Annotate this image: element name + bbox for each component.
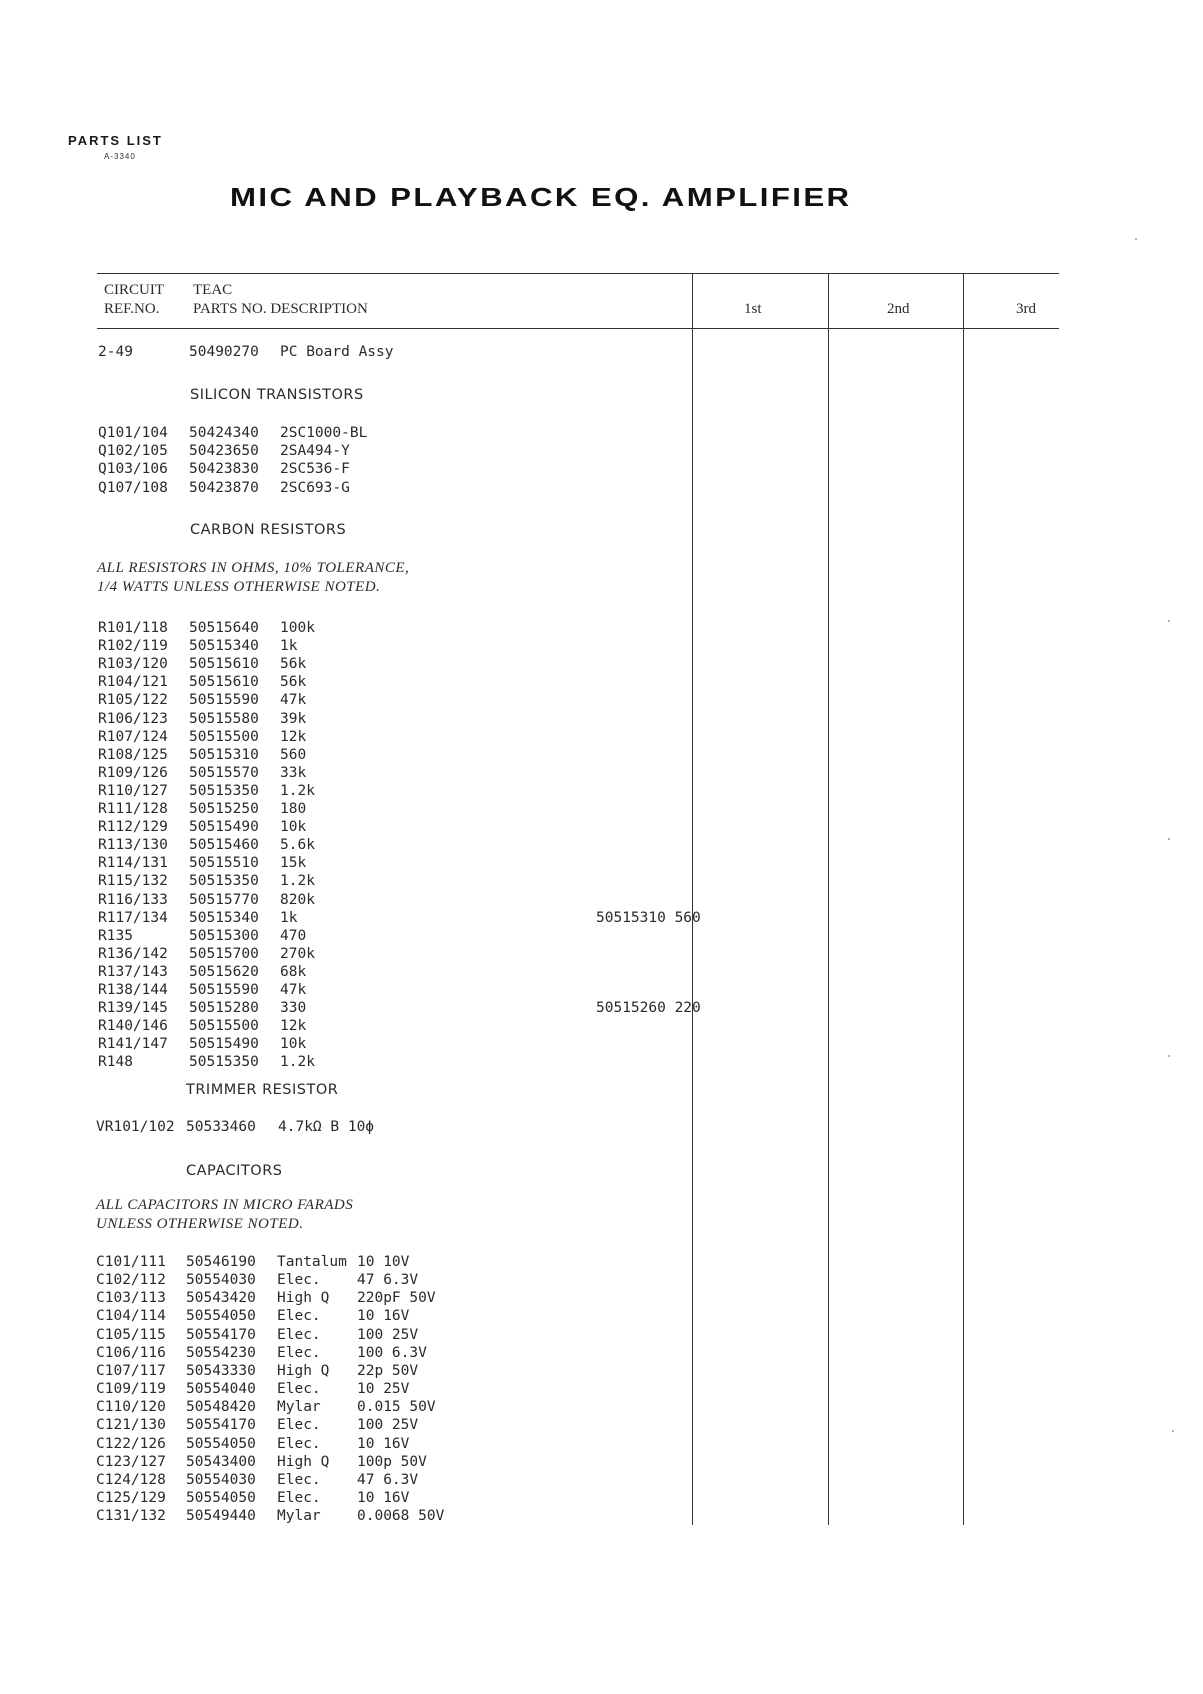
part-ref: R148 bbox=[98, 1054, 133, 1071]
part-description: 47k bbox=[280, 982, 307, 998]
scan-speck bbox=[1135, 238, 1137, 240]
part-ref: C101/111 bbox=[96, 1254, 166, 1270]
part-number: 50515500 bbox=[189, 728, 259, 745]
capacitors-note-line-1: ALL CAPACITORS IN MICRO FARADS bbox=[96, 1197, 354, 1213]
part-ref: R111/128 bbox=[98, 801, 168, 817]
capacitor-type: High Q bbox=[277, 1290, 330, 1307]
header-1st: 1st bbox=[744, 301, 762, 317]
resistors-note-line-1: ALL RESISTORS IN OHMS, 10% TOLERANCE, bbox=[97, 560, 410, 576]
column-divider-1st bbox=[692, 273, 693, 1525]
scan-speck bbox=[1168, 1055, 1170, 1057]
part-ref: C106/116 bbox=[96, 1344, 166, 1361]
revision-part: 50515260 220 bbox=[596, 1000, 701, 1017]
part-number: 50543330 bbox=[186, 1362, 256, 1379]
part-description: 1.2k bbox=[280, 873, 315, 890]
part-ref: R112/129 bbox=[98, 819, 168, 836]
part-ref: R139/145 bbox=[98, 1000, 168, 1017]
part-number: 50554170 bbox=[186, 1417, 256, 1434]
part-number: 50423650 bbox=[189, 443, 259, 460]
part-description: 56k bbox=[280, 674, 307, 691]
header-2nd: 2nd bbox=[887, 301, 910, 317]
capacitor-value: 0.015 50V bbox=[357, 1399, 436, 1416]
trimmer-desc: 4.7kΩ B 10ϕ bbox=[278, 1119, 375, 1135]
capacitor-value: 100 25V bbox=[357, 1417, 419, 1434]
column-divider-2nd bbox=[828, 273, 829, 1525]
part-ref: C122/126 bbox=[96, 1435, 166, 1452]
column-divider-3rd bbox=[963, 273, 964, 1525]
part-description: 180 bbox=[280, 801, 307, 817]
capacitor-value: 100p 50V bbox=[357, 1453, 427, 1470]
part-number: 50543420 bbox=[186, 1290, 256, 1307]
part-number: 50554030 bbox=[186, 1272, 256, 1289]
part-number: 50423830 bbox=[189, 461, 259, 478]
part-number: 50515350 bbox=[189, 873, 259, 890]
part-number: 50515300 bbox=[189, 927, 259, 944]
part-description: 2SA494-Y bbox=[280, 443, 350, 460]
part-number: 50515350 bbox=[189, 782, 259, 799]
capacitors-note-line-2: UNLESS OTHERWISE NOTED. bbox=[96, 1216, 304, 1232]
part-description: 2SC693-G bbox=[280, 479, 350, 496]
capacitor-type: Elec. bbox=[277, 1272, 321, 1289]
part-ref: Q103/106 bbox=[98, 461, 168, 478]
part-description: 2SC1000-BL bbox=[280, 425, 368, 441]
part-number: 50554230 bbox=[186, 1344, 256, 1361]
capacitor-value: 10 16V bbox=[357, 1308, 410, 1325]
part-number: 50515640 bbox=[189, 620, 259, 636]
resistors-note-line-2: 1/4 WATTS UNLESS OTHERWISE NOTED. bbox=[97, 579, 381, 595]
part-description: 39k bbox=[280, 710, 307, 727]
table-header-rule bbox=[97, 328, 1059, 329]
capacitor-type: Tantalum bbox=[277, 1254, 347, 1270]
part-ref: Q102/105 bbox=[98, 443, 168, 460]
capacitor-value: 100 25V bbox=[357, 1326, 419, 1343]
part-ref: R110/127 bbox=[98, 782, 168, 799]
part-description: 820k bbox=[280, 891, 315, 908]
scan-speck bbox=[1172, 1430, 1174, 1432]
part-description: 1.2k bbox=[280, 1054, 315, 1071]
capacitor-type: High Q bbox=[277, 1453, 330, 1470]
board-ref: 2-49 bbox=[98, 344, 133, 360]
part-description: 470 bbox=[280, 927, 307, 944]
part-ref: C104/114 bbox=[96, 1308, 166, 1325]
part-ref: R105/122 bbox=[98, 692, 168, 709]
part-number: 50515590 bbox=[189, 692, 259, 709]
part-ref: R138/144 bbox=[98, 982, 168, 998]
capacitor-value: 100 6.3V bbox=[357, 1344, 427, 1361]
part-number: 50515570 bbox=[189, 764, 259, 781]
table-top-rule bbox=[97, 273, 1059, 274]
capacitor-type: Elec. bbox=[277, 1489, 321, 1506]
board-part: 50490270 bbox=[189, 344, 259, 360]
part-number: 50554050 bbox=[186, 1489, 256, 1506]
trimmer-part: 50533460 bbox=[186, 1119, 256, 1135]
revision-part: 50515310 560 bbox=[596, 909, 701, 926]
part-description: 68k bbox=[280, 963, 307, 980]
scan-speck bbox=[1168, 620, 1170, 622]
part-description: 330 bbox=[280, 1000, 307, 1017]
part-description: 10k bbox=[280, 819, 307, 836]
part-ref: R135 bbox=[98, 927, 133, 944]
part-description: 2SC536-F bbox=[280, 461, 350, 478]
part-description: 47k bbox=[280, 692, 307, 709]
page-title: MIC AND PLAYBACK EQ. AMPLIFIER bbox=[230, 182, 852, 212]
capacitor-type: Elec. bbox=[277, 1417, 321, 1434]
section-heading-transistors: SILICON TRANSISTORS bbox=[190, 387, 364, 403]
part-number: 50554030 bbox=[186, 1471, 256, 1488]
part-number: 50424340 bbox=[189, 425, 259, 441]
part-number: 50515310 bbox=[189, 746, 259, 763]
capacitor-value: 10 16V bbox=[357, 1489, 410, 1506]
capacitor-type: Mylar bbox=[277, 1399, 321, 1416]
part-ref: C109/119 bbox=[96, 1381, 166, 1398]
part-ref: R108/125 bbox=[98, 746, 168, 763]
capacitor-value: 47 6.3V bbox=[357, 1272, 419, 1289]
part-ref: R141/147 bbox=[98, 1036, 168, 1053]
part-ref: R114/131 bbox=[98, 855, 168, 872]
part-number: 50515770 bbox=[189, 891, 259, 908]
parts-list-label: PARTS LIST bbox=[68, 133, 163, 148]
part-ref: R140/146 bbox=[98, 1018, 168, 1035]
part-description: 12k bbox=[280, 728, 307, 745]
part-number: 50515590 bbox=[189, 982, 259, 998]
part-ref: C105/115 bbox=[96, 1326, 166, 1343]
section-heading-trimmer: TRIMMER RESISTOR bbox=[186, 1082, 339, 1098]
part-ref: R137/143 bbox=[98, 963, 168, 980]
part-number: 50515460 bbox=[189, 837, 259, 854]
part-ref: R136/142 bbox=[98, 945, 168, 962]
part-ref: R107/124 bbox=[98, 728, 168, 745]
header-circuit: CIRCUIT bbox=[104, 282, 164, 298]
trimmer-ref: VR101/102 bbox=[96, 1119, 175, 1135]
capacitor-type: Elec. bbox=[277, 1471, 321, 1488]
part-number: 50515580 bbox=[189, 710, 259, 727]
capacitor-type: High Q bbox=[277, 1362, 330, 1379]
part-number: 50546190 bbox=[186, 1254, 256, 1270]
part-ref: R113/130 bbox=[98, 837, 168, 854]
capacitor-value: 10 25V bbox=[357, 1381, 410, 1398]
part-ref: C102/112 bbox=[96, 1272, 166, 1289]
part-ref: R109/126 bbox=[98, 764, 168, 781]
part-number: 50543400 bbox=[186, 1453, 256, 1470]
header-teac: TEAC bbox=[193, 282, 233, 298]
part-number: 50515340 bbox=[189, 638, 259, 655]
part-ref: C107/117 bbox=[96, 1362, 166, 1379]
part-ref: R104/121 bbox=[98, 674, 168, 691]
part-description: 1k bbox=[280, 638, 298, 655]
header-3rd: 3rd bbox=[1016, 301, 1036, 317]
board-desc: PC Board Assy bbox=[280, 344, 394, 360]
part-number: 50515620 bbox=[189, 963, 259, 980]
part-description: 560 bbox=[280, 746, 307, 763]
part-ref: C123/127 bbox=[96, 1453, 166, 1470]
part-number: 50515350 bbox=[189, 1054, 259, 1071]
part-ref: C103/113 bbox=[96, 1290, 166, 1307]
part-description: 1.2k bbox=[280, 782, 315, 799]
capacitor-value: 220pF 50V bbox=[357, 1290, 436, 1307]
part-number: 50515500 bbox=[189, 1018, 259, 1035]
capacitor-type: Elec. bbox=[277, 1326, 321, 1343]
part-ref: R115/132 bbox=[98, 873, 168, 890]
capacitor-type: Elec. bbox=[277, 1381, 321, 1398]
part-number: 50515340 bbox=[189, 909, 259, 926]
part-number: 50554170 bbox=[186, 1326, 256, 1343]
part-ref: R101/118 bbox=[98, 620, 168, 636]
capacitor-value: 10 10V bbox=[357, 1254, 410, 1270]
section-heading-resistors: CARBON RESISTORS bbox=[190, 522, 347, 538]
part-number: 50423870 bbox=[189, 479, 259, 496]
capacitor-type: Elec. bbox=[277, 1344, 321, 1361]
capacitor-type: Elec. bbox=[277, 1308, 321, 1325]
header-parts-no-description: PARTS NO. DESCRIPTION bbox=[193, 301, 368, 317]
part-ref: C131/132 bbox=[96, 1508, 166, 1525]
part-description: 5.6k bbox=[280, 837, 315, 854]
part-number: 50554050 bbox=[186, 1435, 256, 1452]
part-number: 50515280 bbox=[189, 1000, 259, 1017]
part-description: 56k bbox=[280, 656, 307, 673]
part-ref: R106/123 bbox=[98, 710, 168, 727]
part-description: 12k bbox=[280, 1018, 307, 1035]
capacitor-value: 10 16V bbox=[357, 1435, 410, 1452]
part-number: 50515700 bbox=[189, 945, 259, 962]
part-number: 50515490 bbox=[189, 1036, 259, 1053]
capacitor-value: 47 6.3V bbox=[357, 1471, 419, 1488]
part-number: 50554040 bbox=[186, 1381, 256, 1398]
capacitor-value: 22p 50V bbox=[357, 1362, 419, 1379]
part-number: 50515610 bbox=[189, 674, 259, 691]
part-description: 270k bbox=[280, 945, 315, 962]
part-number: 50554050 bbox=[186, 1308, 256, 1325]
part-ref: C125/129 bbox=[96, 1489, 166, 1506]
part-description: 33k bbox=[280, 764, 307, 781]
part-number: 50515610 bbox=[189, 656, 259, 673]
part-ref: C124/128 bbox=[96, 1471, 166, 1488]
part-description: 100k bbox=[280, 620, 315, 636]
part-ref: R103/120 bbox=[98, 656, 168, 673]
part-ref: R102/119 bbox=[98, 638, 168, 655]
part-ref: R116/133 bbox=[98, 891, 168, 908]
scan-speck bbox=[1168, 838, 1170, 840]
document-code: A-3340 bbox=[104, 152, 136, 161]
part-number: 50548420 bbox=[186, 1399, 256, 1416]
part-number: 50549440 bbox=[186, 1508, 256, 1525]
part-ref: R117/134 bbox=[98, 909, 168, 926]
section-heading-capacitors: CAPACITORS bbox=[186, 1163, 283, 1179]
part-ref: Q107/108 bbox=[98, 479, 168, 496]
part-number: 50515490 bbox=[189, 819, 259, 836]
part-description: 10k bbox=[280, 1036, 307, 1053]
part-number: 50515250 bbox=[189, 801, 259, 817]
part-ref: C110/120 bbox=[96, 1399, 166, 1416]
capacitor-value: 0.0068 50V bbox=[357, 1508, 445, 1525]
part-description: 15k bbox=[280, 855, 307, 872]
capacitor-type: Elec. bbox=[277, 1435, 321, 1452]
part-ref: C121/130 bbox=[96, 1417, 166, 1434]
capacitor-type: Mylar bbox=[277, 1508, 321, 1525]
part-ref: Q101/104 bbox=[98, 425, 168, 441]
header-ref-no: REF.NO. bbox=[104, 301, 160, 317]
part-description: 1k bbox=[280, 909, 298, 926]
part-number: 50515510 bbox=[189, 855, 259, 872]
